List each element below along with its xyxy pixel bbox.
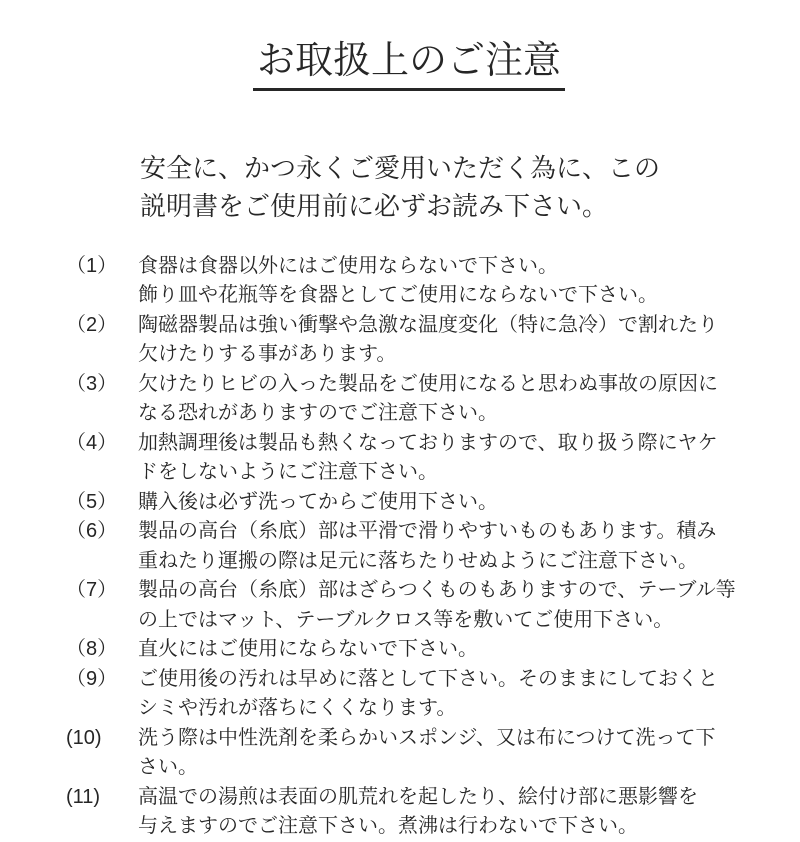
item-text <box>138 517 750 576</box>
item-number: (10) <box>66 726 102 749</box>
item-text <box>138 724 750 783</box>
item-number: （5） <box>66 490 118 513</box>
item-text <box>138 665 750 724</box>
item-line: ご使用後の汚れは早めに落として下さい。そのままにしておくと <box>138 667 718 690</box>
item-line: さい。 <box>138 756 198 779</box>
item-text <box>138 783 750 842</box>
list-item <box>66 311 750 370</box>
list-item <box>66 783 750 842</box>
item-line: 飾り皿や花瓶等を食器としてご使用にならないで下さい。 <box>138 284 658 307</box>
item-text <box>138 311 750 370</box>
item-line: 食器は食器以外にはご使用ならないで下さい。 <box>138 254 558 277</box>
item-line: 洗う際は中性洗剤を柔らかいスポンジ、又は布につけて洗って下 <box>138 726 716 749</box>
list-item <box>66 370 750 429</box>
list-item <box>66 665 750 724</box>
item-text <box>138 429 750 488</box>
item-number: （2） <box>66 313 118 336</box>
intro-line: 説明書をご使用前に必ずお読み下さい。 <box>140 190 609 221</box>
item-line: 陶磁器製品は強い衝撃や急激な温度変化（特に急冷）で割れたり <box>138 313 718 336</box>
item-number: （6） <box>66 520 118 543</box>
item-text <box>138 488 750 518</box>
list-item <box>66 724 750 783</box>
item-line: 欠けたりする事があります。 <box>138 343 397 366</box>
list-item <box>66 429 750 488</box>
item-number: (11) <box>66 785 101 808</box>
item-line: 製品の高台（糸底）部はざらつくものもありますので、テーブル等 <box>138 579 736 602</box>
item-text <box>138 252 750 311</box>
item-line: シミや汚れが落ちにくくなります。 <box>138 697 457 720</box>
intro-paragraph <box>0 149 800 225</box>
item-line: 製品の高台（糸底）部は平滑で滑りやすいものもあります。積み <box>138 520 717 543</box>
item-text <box>138 576 750 635</box>
title-container <box>0 0 800 117</box>
item-line: 欠けたりヒビの入った製品をご使用になると思わぬ事故の原因に <box>138 372 718 395</box>
list-item <box>66 635 750 665</box>
item-number: （1） <box>66 254 118 277</box>
list-item <box>66 252 750 311</box>
item-text <box>138 635 750 665</box>
item-line: 購入後は必ず洗ってからご使用下さい。 <box>138 490 498 513</box>
item-number: （3） <box>66 372 118 395</box>
item-number: （7） <box>66 579 118 602</box>
precaution-list <box>0 252 800 842</box>
item-line: 重ねたり運搬の際は足元に落ちたりせぬようにご注意下さい。 <box>138 549 698 572</box>
page-title: お取扱上のご注意 <box>253 40 565 91</box>
item-number: （4） <box>66 431 118 454</box>
item-line: の上ではマット、テーブルクロス等を敷いてご使用下さい。 <box>138 608 674 631</box>
list-item <box>66 517 750 576</box>
item-line: 高温での湯煎は表面の肌荒れを起したり、絵付け部に悪影響を <box>138 785 698 808</box>
item-line: ドをしないようにご注意下さい。 <box>138 461 438 484</box>
item-line: 直火にはご使用にならないで下さい。 <box>138 638 478 661</box>
item-number: （8） <box>66 638 118 661</box>
item-text <box>138 370 750 429</box>
item-line: 加熱調理後は製品も熱くなっておりますので、取り扱う際にヤケ <box>138 431 718 454</box>
intro-line: 安全に、かつ永くご愛用いただく為に、この <box>140 152 661 183</box>
item-line: 与えますのでご注意下さい。煮沸は行わないで下さい。 <box>138 815 638 838</box>
list-item <box>66 576 750 635</box>
list-item <box>66 488 750 518</box>
item-number: （9） <box>66 667 118 690</box>
item-line: なる恐れがありますのでご注意下さい。 <box>138 402 498 425</box>
